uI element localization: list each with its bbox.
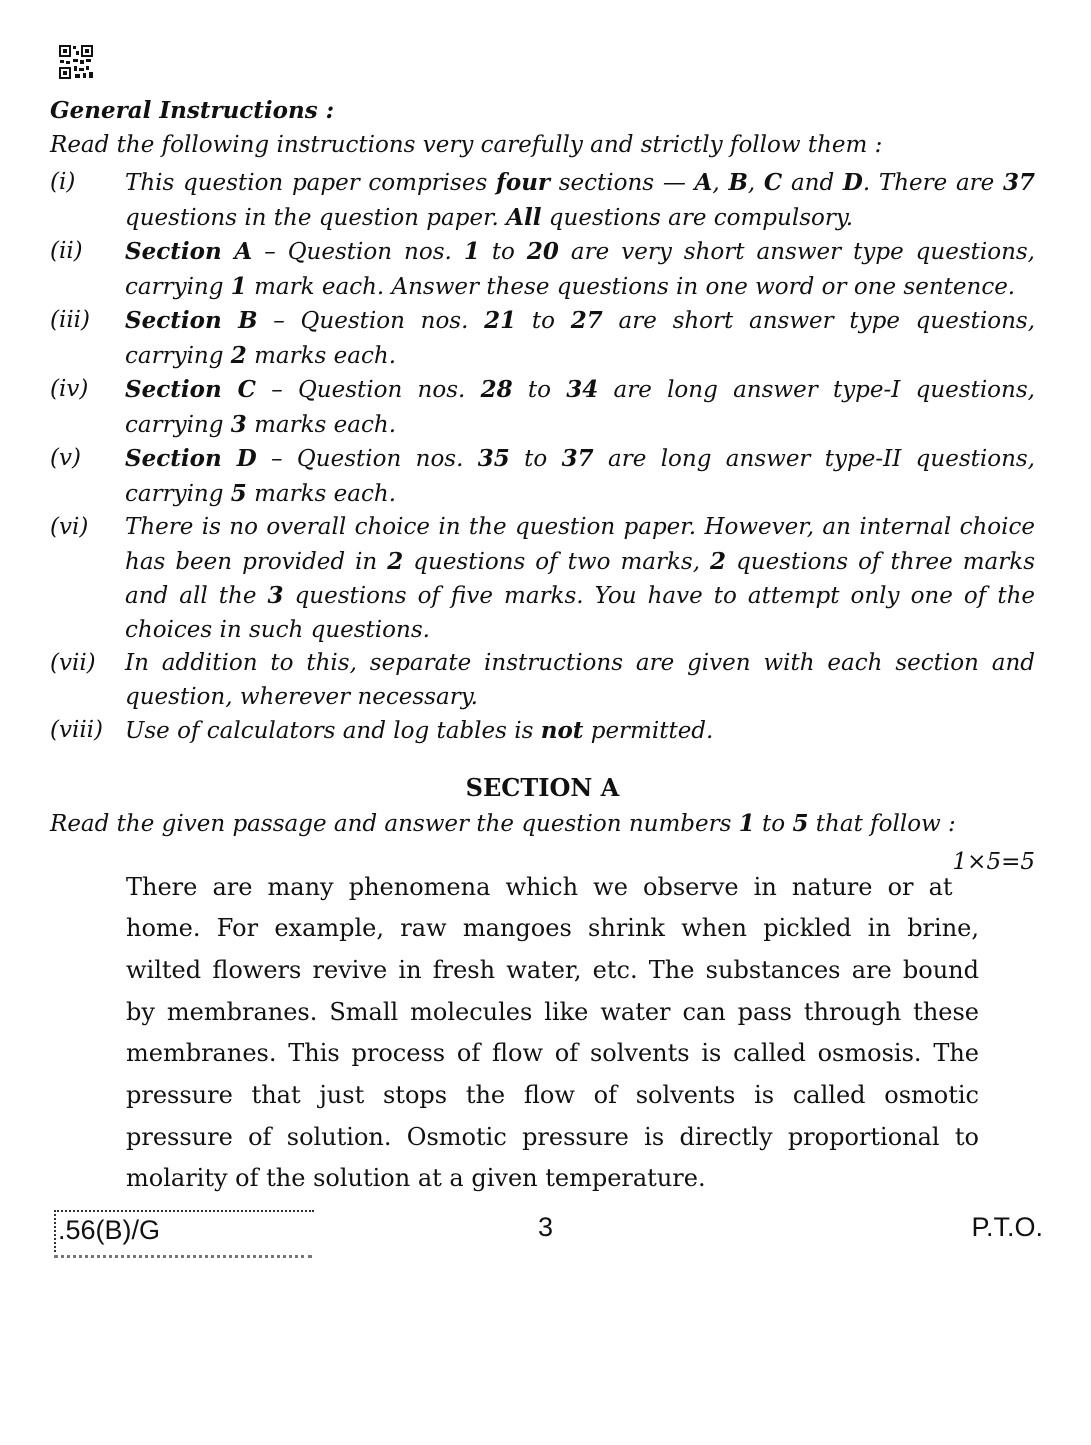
marks-allocation: 1×5=5	[952, 848, 1035, 875]
emphasis-text: 2	[387, 547, 404, 575]
body-text: to	[512, 377, 567, 403]
please-turn-over: P.T.O.	[971, 1212, 1043, 1242]
instruction-number: (vi)	[50, 514, 89, 540]
emphasis-text: not	[540, 717, 584, 744]
emphasis-text: 21	[484, 307, 517, 334]
instruction-item	[50, 714, 1035, 749]
body-text: marks each.	[246, 480, 397, 507]
instruction-item	[50, 442, 1035, 511]
emphasis-text: A	[694, 169, 713, 196]
instruction-text	[125, 235, 1035, 304]
emphasis-text: 1	[738, 809, 755, 837]
body-text: are very short answer type questions, carrying	[125, 239, 1035, 300]
body-text: . There are	[862, 170, 1003, 196]
instruction-item	[50, 304, 1035, 373]
body-text: questions are compulsory.	[541, 204, 854, 231]
body-text: – Question nos.	[255, 377, 481, 403]
body-text: ,	[712, 170, 729, 196]
instructions-list	[50, 166, 1035, 749]
emphasis-text: D	[842, 169, 863, 196]
body-text: questions of two marks,	[403, 548, 711, 575]
emphasis-text: 34	[566, 376, 599, 403]
emphasis-text: 3	[230, 410, 247, 438]
emphasis-text: 27	[570, 307, 603, 334]
body-text: are long answer type-II questions, carrying	[125, 446, 1035, 507]
body-text: to	[479, 239, 527, 265]
emphasis-text: Section D	[125, 445, 257, 472]
instruction-text	[125, 304, 1035, 373]
instruction-number: (iii)	[50, 307, 91, 333]
emphasis-text: 1	[463, 238, 480, 265]
emphasis-text: All	[506, 203, 542, 231]
body-text: and	[782, 170, 843, 196]
body-text: – Question nos.	[256, 446, 478, 472]
body-text: sections —	[550, 170, 695, 196]
emphasis-text: 2	[710, 547, 727, 575]
instruction-item	[50, 166, 1035, 235]
emphasis-text: Section B	[125, 307, 258, 334]
emphasis-text: C	[763, 169, 783, 196]
body-text: to	[754, 810, 793, 837]
passage-instruction	[50, 805, 1035, 875]
emphasis-text: 37	[1003, 169, 1036, 196]
body-text: are short answer type questions, carrying	[125, 308, 1036, 369]
instruction-number: (viii)	[50, 717, 104, 743]
body-text: to	[509, 446, 562, 472]
body-text: mark each. Answer these questions in one word or one sentence.	[246, 273, 1016, 300]
body-text: Read the given passage and answer the question numbers	[50, 810, 739, 837]
body-text: questions in the question paper.	[125, 204, 507, 231]
emphasis-text: 3	[267, 582, 284, 609]
instruction-text	[125, 442, 1035, 511]
emphasis-text: 35	[477, 445, 510, 472]
instruction-text	[125, 166, 1035, 235]
instruction-number: (iv)	[50, 376, 89, 402]
body-text: In addition to this, separate instructions are given with each section and question, wherever necessary.	[125, 650, 1035, 710]
body-text: This question paper comprises	[125, 170, 496, 196]
emphasis-text: four	[495, 169, 551, 196]
instruction-item	[50, 511, 1035, 647]
emphasis-text: 2	[230, 341, 247, 369]
instruction-text	[125, 714, 1035, 749]
body-text: – Question nos.	[252, 239, 464, 265]
body-text: questions of five marks. You have to attempt only one of the choices in such questions.	[125, 583, 1035, 643]
page-footer	[0, 1200, 1091, 1445]
body-text: permitted.	[583, 718, 714, 744]
qr-code-icon	[58, 44, 94, 80]
instruction-number: (vii)	[50, 650, 96, 676]
instruction-number: (i)	[50, 169, 76, 195]
instruction-number: (v)	[50, 445, 81, 471]
emphasis-text: 37	[561, 445, 594, 472]
body-text: questions of three marks and all the	[125, 548, 1035, 609]
instruction-text	[125, 647, 1035, 714]
paper-code: .56(B)/G	[58, 1215, 161, 1245]
instructions-intro: Read the following instructions very carefully and strictly follow them :	[50, 132, 883, 158]
body-text: Use of calculators and log tables is	[125, 718, 541, 744]
emphasis-text: Section A	[125, 238, 253, 265]
page-number: 3	[537, 1212, 554, 1242]
body-text: marks each.	[246, 342, 397, 369]
body-text: ,	[747, 170, 764, 196]
body-text: that follow :	[808, 810, 956, 837]
body-text: – Question nos.	[257, 308, 485, 334]
emphasis-text: 28	[480, 376, 513, 403]
body-text: marks each.	[246, 411, 397, 438]
body-text: There is no overall choice in the question paper. However, an internal choice has been provided in	[125, 514, 1035, 575]
emphasis-text: 20	[526, 238, 559, 265]
body-text: are long answer type-I questions, carrying	[125, 377, 1035, 438]
emphasis-text: 1	[230, 272, 247, 300]
instruction-text	[125, 373, 1035, 442]
emphasis-text: 5	[792, 809, 809, 837]
emphasis-text: B	[728, 169, 748, 196]
emphasis-text: Section C	[125, 376, 256, 403]
passage-instruction-text	[50, 811, 956, 837]
document-body	[50, 94, 1035, 1200]
instructions-title: General Instructions :	[50, 97, 335, 124]
body-text: to	[516, 308, 571, 334]
microtext-line	[54, 1255, 312, 1258]
instruction-text	[125, 511, 1035, 647]
reading-passage: There are many phenomena which we observe in nature or at home. For example, raw mangoes shrink when pickled in brine, wilted flowers revive in fresh water, etc. The substances are bound by membranes. Small molecules like water can pass through these membranes. This process of flow of solvents is called osmosis. The pressure that just stops the flow of solvents is called osmotic pressure of solution. Osmotic pressure is directly proportional to molarity of the solution at a given temperature.	[126, 872, 979, 1193]
emphasis-text: 5	[230, 479, 247, 507]
instruction-item	[50, 647, 1035, 714]
instruction-number: (ii)	[50, 238, 83, 264]
section-heading: SECTION A	[465, 772, 620, 802]
instruction-item	[50, 373, 1035, 442]
instruction-item	[50, 235, 1035, 304]
